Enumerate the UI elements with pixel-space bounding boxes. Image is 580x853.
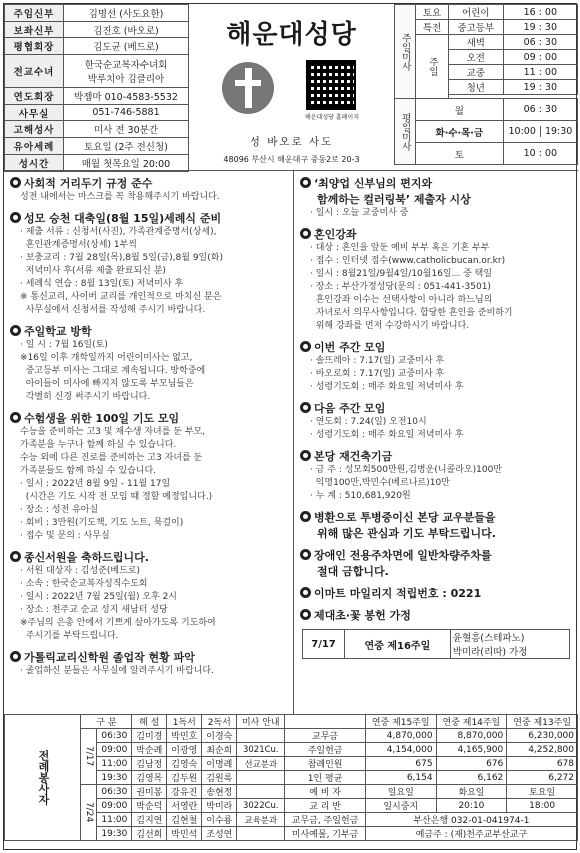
announcement-title: [10, 175, 289, 191]
address: 48096 부산시 해운대구 중동2로 20-3: [223, 155, 360, 164]
announcement-title: [10, 323, 289, 339]
staff-label: 고해성사: [5, 121, 64, 138]
announcement-title: [10, 549, 289, 565]
stat-header: 연중 제14주일: [436, 715, 507, 729]
service-date: 7/17: [81, 729, 97, 785]
roster-cell: 11:00: [97, 813, 132, 827]
announcement-line: · 성령기도회 : 매주 화요일 저녁미사 후: [310, 430, 464, 440]
roster-cell: 06:30: [97, 785, 132, 799]
roster-cell: 박민석: [167, 827, 202, 841]
roster-cell: 송현정: [202, 785, 237, 799]
announcement-line: · 성령기도회 : 매주 화요일 저녁미사 후: [310, 382, 464, 392]
announcement-line: 각별히 신경 써주시기 바랍니다.: [20, 392, 151, 402]
bullet-icon: [10, 412, 21, 423]
catechism-cell: 예 비 자: [285, 785, 366, 799]
bullet-icon: [300, 609, 311, 620]
staff-value-line: 매월 첫목요일 20:00: [81, 158, 171, 170]
announcement-line: 익명100만,박민수(베르나르)10만: [310, 478, 450, 488]
catechism-cell: 토요일: [507, 785, 578, 799]
flower-date: 7/17: [303, 630, 345, 659]
finance-cell: 1인 평균: [285, 771, 366, 785]
staff-value-line: 박젬마 010-4583-5532: [74, 91, 178, 103]
bullet-icon: [300, 587, 311, 598]
table-header: 2독서: [202, 715, 237, 729]
staff-table: [4, 4, 189, 172]
announcement: [10, 649, 289, 678]
roster-cell: 김선희: [132, 827, 167, 841]
mass-kind: 중고등부: [449, 20, 504, 35]
staff-value-line: 미사 전 30분간: [93, 125, 158, 137]
finance-cell: 교무금: [285, 729, 366, 743]
bullet-icon: [300, 511, 311, 522]
announcement-title: [10, 210, 289, 226]
table-header: 구 분: [81, 715, 132, 729]
roster-cell: 서영란: [167, 799, 202, 813]
service-date: 7/24: [81, 785, 97, 841]
announcement: [10, 549, 289, 643]
right-announcements: [294, 170, 578, 714]
announcement: [300, 448, 574, 503]
announcement-line: 위해 강좌를 먼저 수강하시기 바랍니다.: [310, 321, 470, 331]
announcement-line: 주시기를 부탁드립니다.: [20, 631, 119, 641]
mass-kind: 교중: [449, 65, 504, 80]
roster-cell: 김원록: [202, 771, 237, 785]
finance-cell: 675: [365, 757, 436, 771]
announcement-line: · 보충교리 : 7월 28일(목),8월 5일(금),8월 9일(화): [20, 253, 223, 263]
catechism-cell: 18:00: [507, 799, 578, 813]
roster-cell: 이수룡: [202, 813, 237, 827]
staff-value-line: 김도균 (베드로): [93, 42, 159, 54]
sunday-label: 주일: [416, 35, 449, 99]
account-number: 부산은행 032-01-041974-1: [365, 813, 577, 827]
roster-cell: [237, 729, 285, 743]
announcement-line: 중고등부 미사는 그대로 계속됩니다. 방학중에: [20, 366, 206, 376]
finance-cell: 6,272: [507, 771, 578, 785]
table-header: 미사 안내: [237, 715, 285, 729]
finance-cell: 6,230,000: [507, 729, 578, 743]
announcement-title-text: 가톨릭교리신학원 졸업작 현황 파악: [24, 651, 195, 664]
table-header: 1독서: [167, 715, 202, 729]
sat-label: 토요: [416, 5, 449, 20]
announcement-title-text: 성모 승천 대축일(8월 15일)세례식 준비: [24, 212, 222, 225]
roster-cell: 김두원: [167, 771, 202, 785]
announcement-title: [300, 175, 574, 191]
announcement-line: 가족분들도 함께 하실 수 있습니다.: [20, 466, 157, 476]
announcement-title: [300, 607, 574, 623]
finance-cell: 4,870,000: [365, 729, 436, 743]
announcement-line: · 접수 : 인터넷 접수(www.catholicbucan.or.kr): [310, 256, 506, 266]
announcement-title: [300, 226, 574, 242]
liturgy-ministers-label: 전례봉사자: [5, 715, 81, 841]
announcement-line: ※주님의 은총 안에서 기쁘게 살아가도록 기도하여: [20, 618, 216, 628]
weekday-day: 토: [416, 143, 504, 165]
stat-header: 연중 제15주일: [365, 715, 436, 729]
announcement-title-text: 다음 주간 모임: [314, 402, 386, 415]
header-area: [189, 4, 394, 170]
announcement-line: 저녁미사 후(서류 제출 완료되신 분): [20, 266, 166, 276]
announcement-line: · 일 시 : 7월 16일(토): [20, 340, 108, 350]
mass-time: 06 : 30: [503, 35, 577, 50]
announcement-line: ※ 통신교리, 사이버 교리를 개인적으로 마치신 분은: [20, 292, 222, 302]
roster-cell: 박순례: [132, 743, 167, 757]
announcement-title-text: 이번 주간 모임: [314, 341, 386, 354]
announcement-title: [300, 448, 574, 464]
left-announcements: [4, 170, 294, 714]
table-header: 해 설: [132, 715, 167, 729]
mass-kind: 새벽: [449, 35, 504, 50]
mass-time: 19 : 30: [503, 20, 577, 35]
account-label: 교무금, 주일헌금: [285, 813, 366, 827]
announcement-line: · 서원 대상자 : 김성준(베드로): [20, 566, 140, 576]
roster-cell: 김현철: [167, 813, 202, 827]
account-holder: 예금주 : (재)천주교부산교구: [365, 827, 577, 841]
flower-label: 연중 제16주일: [345, 630, 451, 659]
finance-cell: 4,154,000: [365, 743, 436, 757]
staff-label: 사무실: [5, 104, 64, 121]
weekday-day: 화·수·목·금: [416, 121, 504, 143]
staff-label: 성시간: [5, 154, 64, 171]
announcement-line: 혼인강좌 이수는 선택사항이 아니라 하느님의: [310, 295, 493, 305]
staff-value-line: 한국순교복자수녀회: [84, 60, 168, 72]
flower-names: [450, 630, 569, 659]
roster-cell: 박순덕: [132, 799, 167, 813]
flower-name-line: 윤혈흥(스테파노): [452, 633, 525, 644]
staff-value: [64, 88, 189, 105]
staff-value: [64, 55, 189, 88]
roster-cell: 09:00: [97, 743, 132, 757]
mass-kind: 어린이: [449, 5, 504, 20]
catechism-cell: 교 리 반: [285, 799, 366, 813]
announcement-line: · 장소 : 부산가정성당(문의 : 051-441-3501): [310, 282, 491, 292]
catechism-cell: 일시중지: [365, 799, 436, 813]
staff-value: [64, 154, 189, 171]
weekday-time: 06 : 30: [503, 99, 577, 121]
staff-label: 주임신부: [5, 5, 64, 22]
announcement-title-text: 병환으로 투병중이신 본당 교우분들을: [314, 511, 496, 524]
announcement-line: · 회비 : 3만원(기도책, 기도 노트, 묵걸이): [20, 518, 184, 528]
bullet-icon: [300, 450, 311, 461]
roster-cell: 김지연: [132, 813, 167, 827]
staff-value: [64, 5, 189, 22]
announcement-title-line2: 절대 금합니다.: [317, 565, 389, 578]
announcement-line: · 장소 : 성전 유아실: [20, 505, 99, 515]
bullet-icon: [10, 212, 21, 223]
staff-value-line: 김진호 (바오로): [93, 25, 159, 37]
roster-cell: 김미경: [132, 729, 167, 743]
catechism-cell: 화요일: [436, 785, 507, 799]
bullet-icon: [10, 325, 21, 336]
mass-schedule: [394, 4, 578, 165]
announcement: [300, 509, 574, 541]
announcement-line: · 일시 : 2022년 8월 9일 - 11월 17일: [20, 479, 171, 489]
announcement: [300, 339, 574, 394]
announcement-title-text: 제대초·꽃 봉헌 가정: [314, 609, 411, 622]
finance-cell: 주일헌금: [285, 743, 366, 757]
announcement-line: 아이들이 미사에 빠지지 않도록 부모님들은: [20, 379, 194, 389]
announcement-title-line2: 위해 많은 관심과 기도 부탁드립니다.: [317, 527, 496, 540]
finance-cell: 6,154: [365, 771, 436, 785]
qr-caption: 해운대성당 홈페이지: [304, 114, 360, 121]
roster-cell: [237, 771, 285, 785]
bullet-icon: [10, 551, 21, 562]
staff-value: [64, 138, 189, 155]
roster-cell: 김영목: [132, 771, 167, 785]
bullet-icon: [10, 651, 21, 662]
catechism-cell: 일요일: [365, 785, 436, 799]
bullet-icon: [300, 341, 311, 352]
roster-cell: 박민호: [167, 729, 202, 743]
finance-cell: 8,870,000: [436, 729, 507, 743]
announcement-line: 수능을 준비하는 고3 및 재수생 자녀를 둔 부모,: [20, 427, 206, 437]
staff-value: [64, 21, 189, 38]
weekday-day: 월: [416, 99, 504, 121]
staff-label: 보좌신부: [5, 21, 64, 38]
announcement: [300, 547, 574, 579]
staff-value-line: 김명선 (사도요한): [88, 8, 164, 20]
mass-time: 09 : 00: [503, 50, 577, 65]
roster-cell: 이명례: [202, 757, 237, 771]
roster-cell: 이경숙: [202, 729, 237, 743]
bullet-icon: [300, 228, 311, 239]
mass-kind: 오전: [449, 50, 504, 65]
staff-value: [64, 121, 189, 138]
stat-header: [285, 715, 366, 729]
announcement-title-text: 사회적 거리두기 규정 준수: [24, 177, 153, 190]
qr-code-icon[interactable]: [306, 60, 356, 110]
liturgy-and-finance-table: [4, 714, 578, 841]
roster-cell: [237, 827, 285, 841]
staff-value-line: 토요일 (2주 전신청): [84, 141, 168, 153]
announcement-line: · 솔뜨레아 : 7.17(일) 교중미사 후: [310, 356, 445, 366]
announcement-title: [10, 410, 289, 426]
announcement-title-text: 장애인 전용주차면에 일반차량주차를: [314, 549, 492, 562]
announcement-line: · 일시 : 오늘 교중미사 중: [310, 208, 409, 218]
roster-cell: 19:30: [97, 827, 132, 841]
bullet-icon: [300, 402, 311, 413]
roster-cell: 최순희: [202, 743, 237, 757]
announcement-title: [300, 509, 574, 525]
mass-time: 19 : 30: [503, 80, 577, 95]
announcement-line: 사무실에서 신청서를 작성해 주시기 바랍니다.: [20, 305, 206, 315]
announcement-line: · 바오로회 : 7.17(일) 교중미사 후: [310, 369, 445, 379]
announcement-line: · 장소 : 천주교 순교 성지 새남터 성당: [20, 605, 168, 615]
announcement-title-text: ‘최양업 신부님의 편지와: [314, 177, 433, 190]
roster-cell: 강유진: [167, 785, 202, 799]
announcement: [300, 175, 574, 220]
weekday-mass-label: 평일미사: [395, 99, 416, 165]
stat-header: 연중 제13주일: [507, 715, 578, 729]
flower-name-line: 박미라(리따) 가정: [452, 647, 528, 658]
announcement-line: 자녀로서 의무사항입니다. 합당한 혼인을 준비하기: [310, 308, 513, 318]
announcement-line: 수능 외에 다른 진로를 준비하는 고3 자녀를 둔: [20, 453, 203, 463]
roster-cell: 06:30: [97, 729, 132, 743]
announcement-line: · 일시 : 8월21일/9월4일/10월16일... 중 택일: [310, 269, 493, 279]
staff-label: 유아세례: [5, 138, 64, 155]
roster-cell: [237, 785, 285, 799]
mass-time: 16 : 00: [503, 5, 577, 20]
announcement-title-text: 이마트 마일리지 적립번호 : 0221: [314, 587, 482, 600]
announcement: [10, 210, 289, 317]
parish-title: 해운대성당: [226, 20, 357, 50]
staff-label: 전교수녀: [5, 55, 64, 88]
staff-value-line: 박루치아 김클리아: [87, 74, 165, 86]
announcement-title-text: 본당 재건축기금: [314, 450, 393, 463]
announcement: [10, 410, 289, 543]
parish-logo: [222, 62, 274, 114]
roster-cell: 교육분과: [237, 813, 285, 827]
finance-cell: 6,162: [436, 771, 507, 785]
bullet-icon: [300, 549, 311, 560]
finance-cell: 676: [436, 757, 507, 771]
roster-cell: 박미라: [202, 799, 237, 813]
announcement: [10, 175, 289, 204]
announcement-title: [300, 339, 574, 355]
account-label: 미사예물, 기부금: [285, 827, 366, 841]
mass-kind: 청년: [449, 80, 504, 95]
announcement-line: · 접수 및 문의 : 사무실: [20, 531, 110, 541]
staff-value: [64, 38, 189, 55]
announcement-line: 성전 내에서는 마스크를 꼭 착용해주시기 바랍니다.: [20, 192, 220, 202]
roster-cell: 선교분과: [237, 757, 285, 771]
finance-cell: 참례인원: [285, 757, 366, 771]
staff-label: 평협회장: [5, 38, 64, 55]
announcement-line: · 졸업하신 분들은 사무실에 알려주시기 바랍니다.: [20, 666, 214, 676]
announcement: [300, 607, 574, 623]
roster-cell: 조성연: [202, 827, 237, 841]
weekday-time: 10 : 00: [503, 143, 577, 165]
announcement: [300, 226, 574, 333]
announcement-line: (시간은 기도 시작 전 모임 때 정할 예정입니다.): [20, 492, 213, 502]
bulletin-sheet: [3, 3, 577, 850]
patron-saint: 성 바오로 사도: [249, 136, 334, 148]
sat-type: 특전: [416, 20, 449, 35]
announcement-title-text: 혼인강좌: [314, 228, 357, 241]
announcement-line: · 금 주 : 성모회500만원,김병운(니콜라오)100만: [310, 465, 502, 475]
announcement-line: · 일시 : 2022년 7월 25일(월) 오후 2시: [20, 592, 177, 602]
announcement-line: · 제출 서류 : 신청서(사진), 가족관계증명서(상세),: [20, 227, 217, 237]
announcement-line: · 소속 : 한국순교복자성직수도회: [20, 579, 148, 589]
finance-cell: 4,252,800: [507, 743, 578, 757]
roster-cell: 이광영: [167, 743, 202, 757]
roster-cell: 3021Cu.: [237, 743, 285, 757]
roster-cell: 권미봉: [132, 785, 167, 799]
announcement-title-text: 수험생을 위한 100일 기도 모임: [24, 412, 180, 425]
announcement-title-text: 종신서원을 축하드립니다.: [24, 551, 149, 564]
announcement-line: · 대상 : 혼인을 앞둔 예비 부부 혹은 기혼 부부: [310, 243, 490, 253]
weekday-time: 10:00 19:30: [503, 121, 577, 143]
announcement-line: ※16일 이후 개학일까지 어린이미사는 없고,: [20, 353, 193, 363]
mass-time: 11 : 00: [503, 65, 577, 80]
finance-cell: 4,165,900: [436, 743, 507, 757]
staff-value-line: 051-746-5881: [92, 107, 160, 119]
roster-cell: 김영숙: [167, 757, 202, 771]
roster-cell: 19:30: [97, 771, 132, 785]
announcement-title-line2: 함께하는 컬러링북’ 제출자 시상: [317, 193, 471, 206]
announcement-line: · 세례식 연습 : 8월 13일(토) 저녁미사 후: [20, 279, 184, 289]
announcement: [300, 400, 574, 442]
bullet-icon: [300, 177, 311, 188]
announcement-line: · 누 계 : 510,681,920원: [310, 491, 411, 501]
announcement: [300, 585, 574, 601]
announcement-line: · 연도회 : 7.24(일) 오전10시: [310, 417, 427, 427]
announcement-title: [300, 547, 574, 563]
flower-table: [302, 629, 570, 659]
bullet-icon: [10, 177, 21, 188]
staff-value: [64, 104, 189, 121]
sunday-mass-label: 주일미사: [395, 5, 416, 99]
announcement-line: 혼인관계증명서(상세) 1부씩: [20, 240, 137, 250]
announcement-title: [10, 649, 289, 665]
announcement-title-text: 주일학교 방학: [24, 325, 92, 338]
finance-cell: 678: [507, 757, 578, 771]
announcement: [10, 323, 289, 404]
roster-cell: 11:00: [97, 757, 132, 771]
roster-cell: 09:00: [97, 799, 132, 813]
roster-cell: 3022Cu.: [237, 799, 285, 813]
staff-label: 연도회장: [5, 88, 64, 105]
announcement-title: [300, 400, 574, 416]
roster-cell: 김남정: [132, 757, 167, 771]
announcement-title: [300, 585, 574, 601]
catechism-cell: 20:10: [436, 799, 507, 813]
announcement-line: 가족분을 누구나 함께 하실 수 있습니다.: [20, 440, 177, 450]
